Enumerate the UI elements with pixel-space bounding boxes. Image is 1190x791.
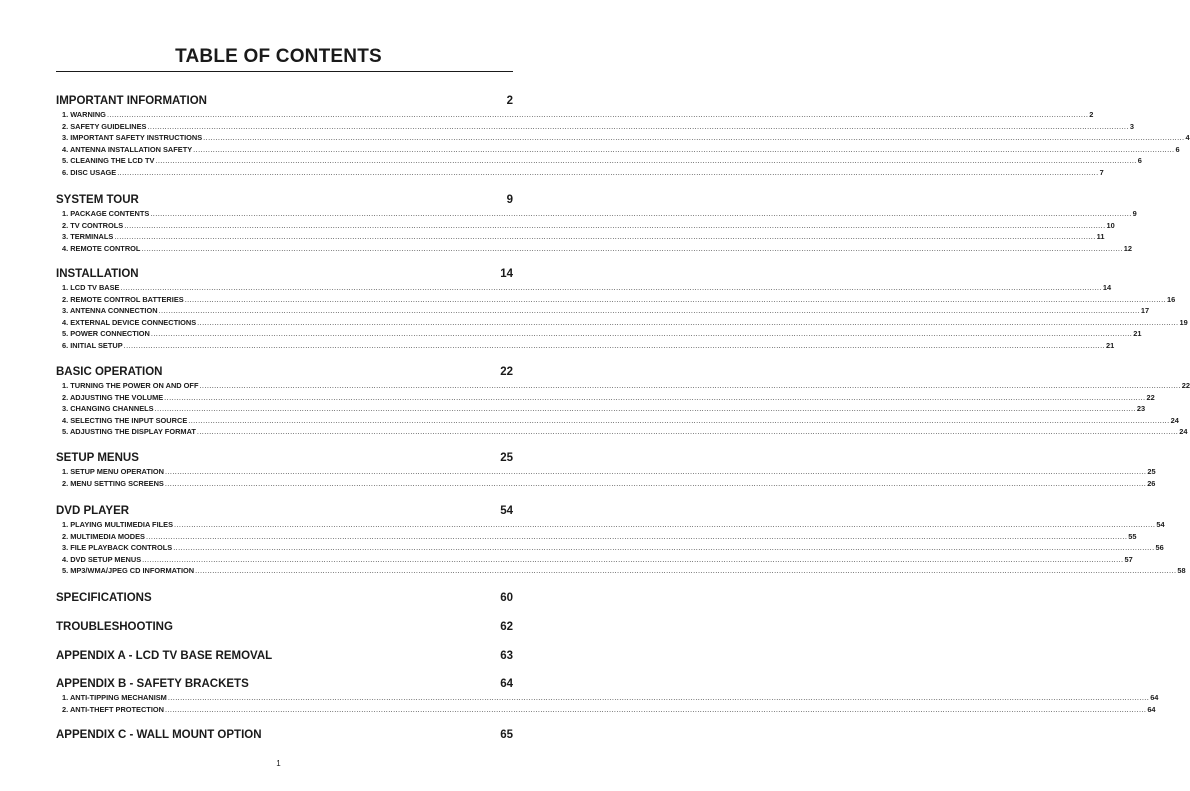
- section-heading[interactable]: [56, 620, 513, 635]
- section-heading[interactable]: [56, 451, 513, 466]
- toc-entry[interactable]: [56, 328, 1142, 340]
- toc-section: [56, 677, 1159, 715]
- section-page-number: 2: [506, 95, 513, 107]
- section-heading[interactable]: [56, 267, 513, 282]
- toc-entry[interactable]: [56, 121, 1134, 133]
- entry-label: 2. TV CONTROLS: [62, 220, 124, 230]
- toc-entry[interactable]: [56, 317, 1188, 329]
- dot-leader: ................................................................................................................................................................................................................................................................................................................................................................................................................: [154, 404, 1136, 414]
- entry-page-number: 2: [1089, 110, 1094, 119]
- dot-leader: ................................................................................................................................................................................................................................................................................................................................................................................................................: [199, 381, 1181, 390]
- section-title: SYSTEM TOUR: [56, 194, 139, 206]
- toc-entry[interactable]: [56, 155, 1142, 167]
- toc-entry[interactable]: [56, 478, 1156, 490]
- section-title: SPECIFICATIONS: [56, 592, 152, 604]
- entry-label: 4. REMOTE CONTROL: [62, 243, 141, 253]
- toc-entry[interactable]: [56, 220, 1115, 232]
- toc-section: [56, 728, 513, 743]
- section-title: INSTALLATION: [56, 268, 139, 280]
- dot-leader: ................................................................................................................................................................................................................................................................................................................................................................................................................: [150, 329, 1133, 339]
- section-title: SETUP MENUS: [56, 452, 139, 464]
- section-title: TROUBLESHOOTING: [56, 621, 173, 633]
- dot-leader: ................................................................................................................................................................................................................................................................................................................................................................................................................: [167, 693, 1150, 702]
- entry-label: 1. LCD TV BASE: [62, 283, 120, 292]
- entry-label: 3. ANTENNA CONNECTION: [62, 306, 158, 316]
- section-page-number: 63: [500, 650, 513, 662]
- dot-leader: ................................................................................................................................................................................................................................................................................................................................................................................................................: [147, 121, 1129, 131]
- entry-page-number: 56: [1155, 543, 1164, 553]
- section-heading[interactable]: [56, 649, 513, 664]
- section-page-number: 9: [506, 194, 513, 206]
- entry-page-number: 23: [1136, 404, 1146, 414]
- dot-leader: ................................................................................................................................................................................................................................................................................................................................................................................................................: [145, 531, 1128, 541]
- toc-entry[interactable]: [56, 294, 1176, 306]
- entry-label: 4. ANTENNA INSTALLATION SAFETY: [62, 144, 193, 154]
- title-underline: [56, 71, 513, 72]
- section-heading[interactable]: [56, 193, 513, 208]
- entry-page-number: 57: [1124, 554, 1133, 564]
- section-heading[interactable]: [56, 504, 513, 519]
- dot-leader: ................................................................................................................................................................................................................................................................................................................................................................................................................: [193, 144, 1175, 154]
- dot-leader: ................................................................................................................................................................................................................................................................................................................................................................................................................: [203, 133, 1185, 143]
- entry-page-number: 55: [1128, 531, 1137, 541]
- entry-label: 1. TURNING THE POWER ON AND OFF: [62, 381, 199, 390]
- dot-leader: ................................................................................................................................................................................................................................................................................................................................................................................................................: [188, 415, 1170, 425]
- entry-label: 6. INITIAL SETUP: [62, 340, 123, 350]
- section-page-number: 22: [500, 366, 513, 378]
- toc-section: [56, 267, 1188, 352]
- entry-label: 1. ANTI-TIPPING MECHANISM: [62, 693, 167, 702]
- section-page-number: 54: [500, 505, 513, 517]
- entry-label: 3. FILE PLAYBACK CONTROLS: [62, 543, 173, 553]
- toc-entry[interactable]: [56, 340, 1115, 352]
- entry-page-number: 6: [1175, 144, 1180, 154]
- section-page-number: 14: [500, 268, 513, 280]
- entry-page-number: 22: [1181, 381, 1190, 390]
- dot-leader: ................................................................................................................................................................................................................................................................................................................................................................................................................: [158, 306, 1140, 316]
- entry-page-number: 22: [1146, 392, 1155, 402]
- toc-section: [56, 504, 1186, 577]
- dot-leader: ................................................................................................................................................................................................................................................................................................................................................................................................................: [173, 543, 1155, 553]
- toc-entry[interactable]: [56, 466, 1156, 478]
- entry-label: 2. SAFETY GUIDELINES: [62, 121, 147, 131]
- entry-page-number: 6: [1137, 156, 1142, 166]
- toc-entry[interactable]: [56, 531, 1137, 543]
- toc-section: [56, 94, 1190, 179]
- entry-page-number: 12: [1123, 243, 1133, 253]
- toc-entry[interactable]: [56, 231, 1105, 243]
- entry-label: 2. MENU SETTING SCREENS: [62, 478, 164, 488]
- dot-leader: ................................................................................................................................................................................................................................................................................................................................................................................................................: [106, 110, 1089, 119]
- toc-section: [56, 193, 1137, 254]
- entry-page-number: 14: [1102, 283, 1112, 292]
- section-page-number: 65: [500, 729, 513, 741]
- entry-label: 5. CLEANING THE LCD TV: [62, 156, 155, 166]
- page-title: TABLE OF CONTENTS: [175, 46, 382, 67]
- section-page-number: 62: [500, 621, 513, 633]
- toc-entry[interactable]: [56, 132, 1190, 144]
- toc-section: [56, 591, 513, 606]
- section-heading[interactable]: [56, 365, 513, 380]
- entry-label: 2. ADJUSTING THE VOLUME: [62, 392, 164, 402]
- toc-entry[interactable]: [56, 565, 1186, 577]
- entry-label: 5. ADJUSTING THE DISPLAY FORMAT: [62, 427, 196, 437]
- dot-leader: ................................................................................................................................................................................................................................................................................................................................................................................................................: [123, 340, 1105, 350]
- section-title: BASIC OPERATION: [56, 366, 163, 378]
- toc-entry[interactable]: [56, 380, 1190, 392]
- section-page-number: 64: [500, 678, 513, 690]
- dot-leader: ................................................................................................................................................................................................................................................................................................................................................................................................................: [184, 294, 1167, 304]
- toc-section: [56, 620, 513, 635]
- entry-label: 6. DISC USAGE: [62, 167, 117, 177]
- toc-entry[interactable]: [56, 243, 1133, 255]
- toc-entry[interactable]: [56, 109, 1094, 121]
- entry-page-number: 25: [1147, 467, 1156, 476]
- dot-leader: ................................................................................................................................................................................................................................................................................................................................................................................................................: [117, 167, 1099, 177]
- entry-page-number: 9: [1132, 209, 1137, 218]
- toc-entry[interactable]: [56, 305, 1150, 317]
- entry-page-number: 11: [1096, 232, 1105, 242]
- toc-entry[interactable]: [56, 392, 1155, 404]
- entry-label: 5. POWER CONNECTION: [62, 329, 150, 339]
- page-number: 1: [276, 759, 281, 768]
- toc-entry[interactable]: [56, 144, 1180, 156]
- section-title: APPENDIX B - SAFETY BRACKETS: [56, 678, 249, 690]
- entry-page-number: 58: [1177, 566, 1186, 576]
- section-title: APPENDIX A - LCD TV BASE REMOVAL: [56, 650, 273, 662]
- dot-leader: ................................................................................................................................................................................................................................................................................................................................................................................................................: [174, 520, 1156, 529]
- toc-entry[interactable]: [56, 542, 1164, 554]
- dot-leader: ................................................................................................................................................................................................................................................................................................................................................................................................................: [150, 209, 1132, 218]
- entry-page-number: 17: [1140, 306, 1150, 316]
- toc-entry[interactable]: [56, 208, 1137, 220]
- toc-entry[interactable]: [56, 167, 1104, 179]
- entry-page-number: 24: [1179, 427, 1188, 437]
- dot-leader: ................................................................................................................................................................................................................................................................................................................................................................................................................: [197, 317, 1179, 327]
- toc-section: [56, 649, 513, 664]
- section-heading[interactable]: [56, 728, 513, 743]
- toc-section: [56, 365, 1190, 438]
- dot-leader: ................................................................................................................................................................................................................................................................................................................................................................................................................: [164, 467, 1147, 476]
- entry-label: 5. MP3/WMA/JPEG CD INFORMATION: [62, 566, 195, 576]
- toc-entry[interactable]: [56, 692, 1159, 704]
- entry-page-number: 54: [1156, 520, 1165, 529]
- section-title: DVD PLAYER: [56, 505, 130, 517]
- entry-page-number: 7: [1099, 167, 1104, 177]
- entry-page-number: 16: [1167, 294, 1176, 304]
- toc-entry[interactable]: [56, 554, 1133, 566]
- dot-leader: ................................................................................................................................................................................................................................................................................................................................................................................................................: [164, 478, 1147, 488]
- dot-leader: ................................................................................................................................................................................................................................................................................................................................................................................................................: [196, 427, 1179, 437]
- entry-label: 1. PLAYING MULTIMEDIA FILES: [62, 520, 174, 529]
- dot-leader: ................................................................................................................................................................................................................................................................................................................................................................................................................: [124, 220, 1106, 230]
- section-heading[interactable]: [56, 591, 513, 606]
- entry-page-number: 24: [1170, 415, 1179, 425]
- entry-label: 2. REMOTE CONTROL BATTERIES: [62, 294, 184, 304]
- toc-entry[interactable]: [56, 282, 1112, 294]
- entry-page-number: 21: [1105, 340, 1115, 350]
- entry-page-number: 3: [1129, 121, 1134, 131]
- entry-label: 4. SELECTING THE INPUT SOURCE: [62, 415, 188, 425]
- entry-label: 2. MULTIMEDIA MODES: [62, 531, 145, 541]
- section-heading[interactable]: [56, 677, 513, 692]
- entry-label: 4. DVD SETUP MENUS: [62, 554, 142, 564]
- entry-page-number: 19: [1179, 317, 1188, 327]
- section-page-number: 25: [500, 452, 513, 464]
- dot-leader: ................................................................................................................................................................................................................................................................................................................................................................................................................: [164, 392, 1146, 402]
- toc-entry[interactable]: [56, 519, 1165, 531]
- section-heading[interactable]: [56, 94, 513, 109]
- entry-label: 4. EXTERNAL DEVICE CONNECTIONS: [62, 317, 197, 327]
- dot-leader: ................................................................................................................................................................................................................................................................................................................................................................................................................: [155, 156, 1137, 166]
- entry-page-number: 4: [1185, 133, 1190, 143]
- dot-leader: ................................................................................................................................................................................................................................................................................................................................................................................................................: [141, 243, 1123, 253]
- toc-entry[interactable]: [56, 704, 1156, 716]
- toc-entry[interactable]: [56, 415, 1179, 427]
- section-title: IMPORTANT INFORMATION: [56, 95, 207, 107]
- section-title: APPENDIX C - WALL MOUNT OPTION: [56, 729, 262, 741]
- toc-entry[interactable]: [56, 426, 1188, 438]
- entry-page-number: 64: [1150, 693, 1159, 702]
- entry-page-number: 21: [1133, 329, 1142, 339]
- entry-label: 1. SETUP MENU OPERATION: [62, 467, 164, 476]
- entry-label: 1. WARNING: [62, 110, 106, 119]
- entry-page-number: 26: [1147, 478, 1156, 488]
- toc-entry[interactable]: [56, 403, 1146, 415]
- dot-leader: ................................................................................................................................................................................................................................................................................................................................................................................................................: [114, 232, 1096, 242]
- section-page-number: 60: [500, 592, 513, 604]
- entry-page-number: 10: [1106, 220, 1115, 230]
- entry-page-number: 64: [1147, 704, 1156, 714]
- dot-leader: ................................................................................................................................................................................................................................................................................................................................................................................................................: [142, 554, 1124, 564]
- dot-leader: ................................................................................................................................................................................................................................................................................................................................................................................................................: [120, 283, 1102, 292]
- dot-leader: ................................................................................................................................................................................................................................................................................................................................................................................................................: [195, 566, 1177, 576]
- entry-label: 1. PACKAGE CONTENTS: [62, 209, 150, 218]
- entry-label: 3. IMPORTANT SAFETY INSTRUCTIONS: [62, 133, 203, 143]
- entry-label: 2. ANTI-THEFT PROTECTION: [62, 704, 164, 714]
- dot-leader: ................................................................................................................................................................................................................................................................................................................................................................................................................: [164, 704, 1147, 714]
- toc-section: [56, 451, 1156, 489]
- entry-label: 3. CHANGING CHANNELS: [62, 404, 154, 414]
- entry-label: 3. TERMINALS: [62, 232, 114, 242]
